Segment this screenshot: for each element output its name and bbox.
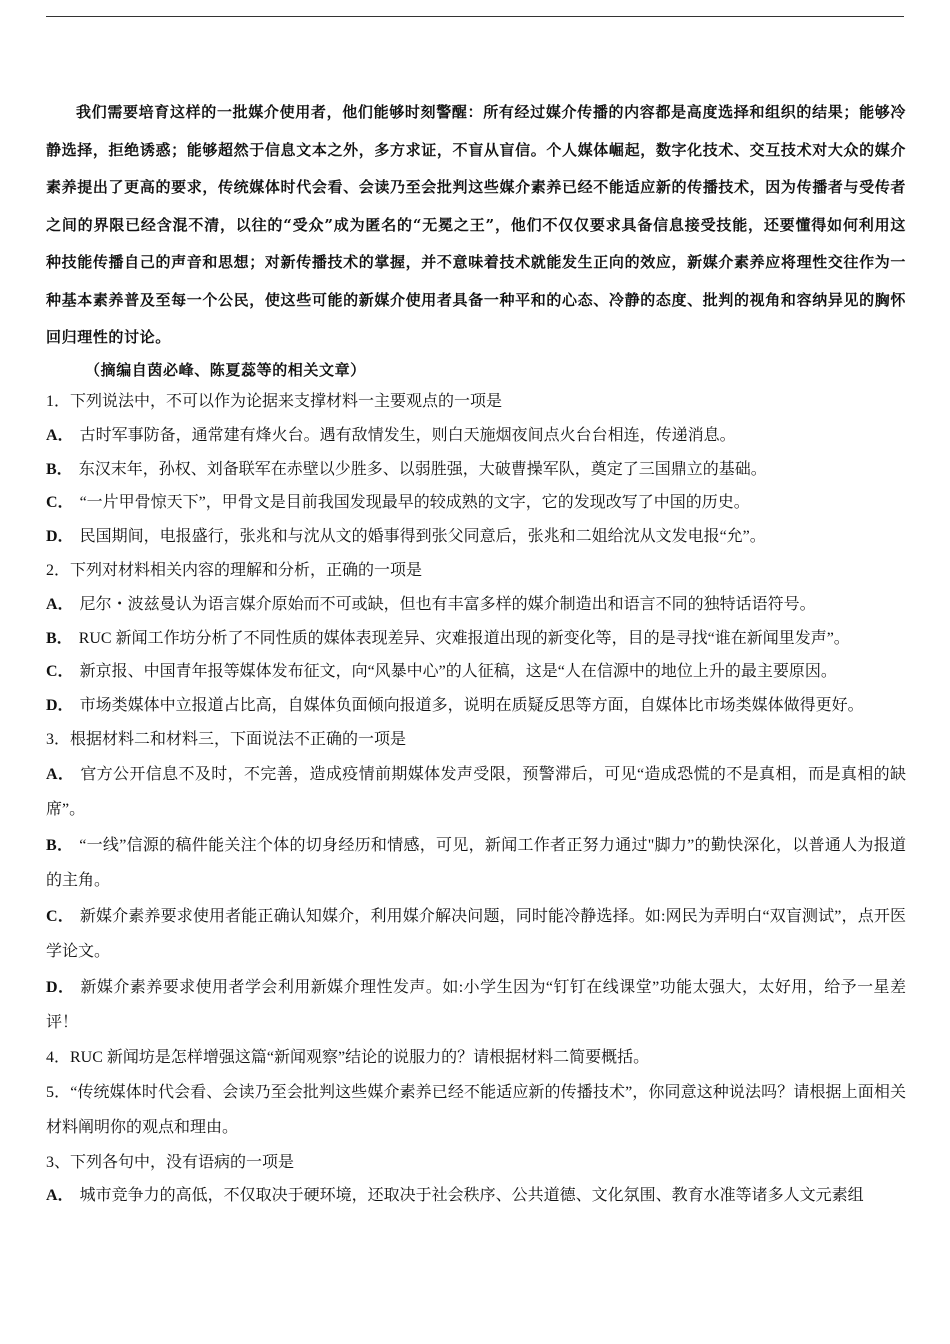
question-2-option-b — [46, 622, 906, 656]
option-tag: A． — [46, 1187, 74, 1205]
question-3-option-c — [46, 899, 906, 970]
option-text: 新媒介素养要求使用者学会利用新媒介理性发声。如:小学生因为“钉钉在线课堂”功能太强大，太好用，给予一星差评！ — [46, 978, 906, 1032]
question-3-option-a — [46, 757, 906, 828]
passage-source: （摘编自茵必峰、陈夏蕊等的相关文章） — [85, 360, 366, 379]
option-tag: B． — [46, 629, 73, 647]
option-text: 城市竞争力的高低，不仅取决于硬环境，还取决于社会秩序、公共道德、文化氛围、教育水准等诸多人文元素组 — [79, 1187, 864, 1205]
option-text: 古时军事防备，通常建有烽火台。遇有敌情发生，则白天施烟夜间点火台台相连，传递消息。 — [79, 426, 736, 444]
option-tag: B． — [46, 460, 73, 478]
option-text: RUC 新闻工作坊分析了不同性质的媒体表现差异、灾难报道出现的新变化等，目的是寻找“谁在新闻里发声”。 — [78, 629, 850, 647]
option-text: 民国期间，电报盛行，张兆和与沈从文的婚事得到张父同意后，张兆和二姐给沈从文发电报“允”。 — [79, 528, 766, 546]
question-1-option-a — [46, 419, 906, 453]
option-tag: A． — [46, 426, 74, 444]
option-text: 尼尔・波兹曼认为语言媒介原始而不可或缺，但也有丰富多样的媒介制造出和语言不同的独特话语符号。 — [79, 595, 816, 613]
question-3-stem: 3．根据材料二和材料三，下面说法不正确的一项是 — [46, 730, 407, 748]
question-1-option-d — [46, 520, 906, 554]
question-2-option-a — [46, 588, 906, 622]
question-2-stem: 2．下列对材料相关内容的理解和分析，正确的一项是 — [46, 561, 423, 579]
questions-block — [46, 385, 906, 1213]
question-3-option-d — [46, 970, 906, 1041]
option-text: “一片甲骨惊天下”，甲骨文是目前我国发现最早的较成熟的文字，它的发现改写了中国的历史。 — [79, 494, 750, 512]
next-question-option-a — [46, 1179, 906, 1213]
passage-block — [46, 94, 906, 385]
option-text: 新京报、中国青年报等媒体发布征文，向“风暴中心”的人征稿，这是“人在信源中的地位上升的最主要原因。 — [79, 663, 837, 681]
header-rule — [46, 16, 904, 17]
option-tag: B． — [46, 836, 74, 854]
passage-paragraph: 我们需要培育这样的一批媒介使用者，他们能够时刻警醒：所有经过媒介传播的内容都是高度选择和组织的结果；能够冷静选择，拒绝诱惑；能够超然于信息文本之外，多方求证，不盲从盲信。个人媒体崛起，数字化技术、交互技术对大众的媒介素养提出了更高的要求，传统媒体时代会看、会读乃至会批判这些媒介素养已经不能适应新的传播技术，因为传播者与受传者之间的界限已经含混不清，以往的“受众”成为匿名的“无冕之王”，他们不仅仅要求具备信息接受技能，还要懂得如何利用这种技能传播自己的声音和思想；对新传播技术的掌握，并不意味着技术就能发生正向的效应，新媒介素养应将理性交往作为一种基本素养普及至每一个公民，使这些可能的新媒介使用者具备一种平和的心态、冷静的态度、批判的视角和容纳异见的胸怀回归理性的讨论。 — [46, 103, 906, 346]
question-1-stem: 1．下列说法中，不可以作为论据来支撑材料一主要观点的一项是 — [46, 393, 503, 410]
option-tag: C． — [46, 907, 74, 925]
option-text: 东汉末年，孙权、刘备联军在赤壁以少胜多、以弱胜强，大破曹操军队，奠定了三国鼎立的基础。 — [78, 460, 767, 478]
option-tag: A． — [46, 595, 74, 613]
question-2-option-d — [46, 689, 906, 723]
question-2-option-c — [46, 655, 906, 689]
question-3-option-b — [46, 828, 906, 899]
option-tag: C． — [46, 494, 74, 512]
question-4-text: 4．RUC 新闻坊是怎样增强这篇“新闻观察”结论的说服力的？请根据材料二简要概括。 — [46, 1048, 650, 1066]
option-tag: A． — [46, 765, 75, 783]
option-text: 官方公开信息不及时，不完善，造成疫情前期媒体发声受限，预警滞后，可见“造成恐慌的不是真相，而是真相的缺席”。 — [46, 765, 907, 819]
option-tag: D． — [46, 978, 75, 996]
option-tag: C． — [46, 663, 74, 681]
question-5-text: 5．“传统媒体时代会看、会读乃至会批判这些媒介素养已经不能适应新的传播技术”，你同意这种说法吗？请根据上面相关材料阐明你的观点和理由。 — [46, 1083, 906, 1137]
option-text: 新媒介素养要求使用者能正确认知媒介，利用媒介解决问题，同时能冷静选择。如:网民为弄明白“双盲测试”，点开医学论文。 — [46, 907, 906, 961]
option-tag: D． — [46, 528, 74, 546]
option-text: 市场类媒体中立报道占比高，自媒体负面倾向报道多，说明在质疑反思等方面，自媒体比市场类媒体做得更好。 — [79, 697, 864, 715]
question-1-option-c — [46, 486, 906, 520]
option-text: “一线”信源的稿件能关注个体的切身经历和情感，可见，新闻工作者正努力通过"脚力”的勤快深化，以普通人为报道的主角。 — [46, 836, 906, 890]
next-question-stem: 3、下列各句中，没有语病的一项是 — [46, 1153, 295, 1171]
option-tag: D． — [46, 697, 74, 715]
question-1-option-b — [46, 453, 906, 487]
